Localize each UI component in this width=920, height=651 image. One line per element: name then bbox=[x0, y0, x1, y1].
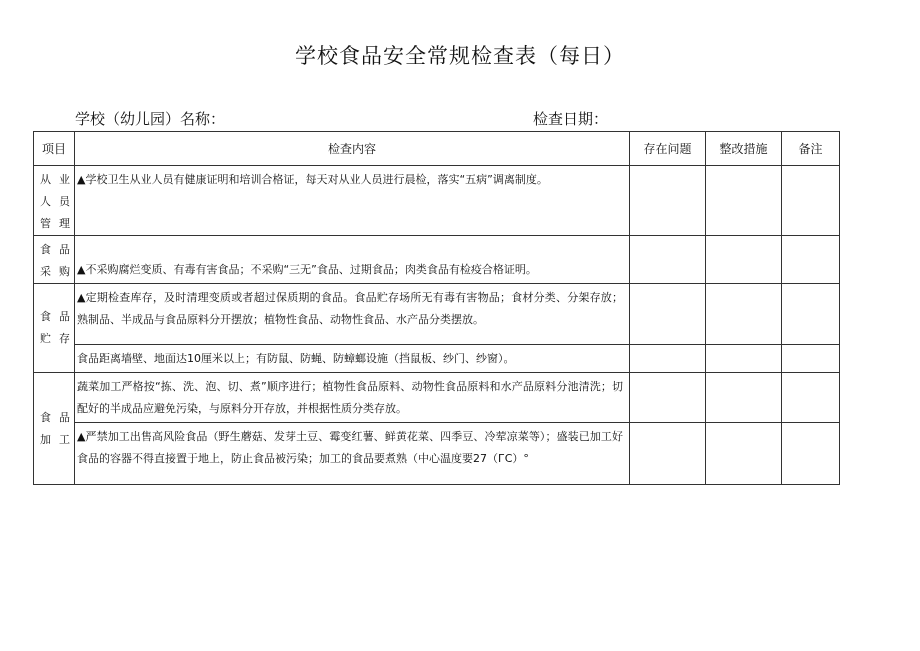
measures-cell[interactable] bbox=[706, 345, 782, 373]
school-name-label: 学校（幼儿园）名称： bbox=[75, 110, 226, 128]
content-cell: ▲定期检查库存，及时清理变质或者超过保质期的食品。食品贮存场所无有毒有害物品；食材分类、分架存放；熟制品、半成品与食品原料分开摆放；植物性食品、动物性食品、水产品分类摆放。 bbox=[75, 284, 630, 345]
content-cell: 食品距离墙壁、地面达10厘米以上；有防鼠、防蝇、防蟑螂设施（挡鼠板、纱门、纱窗）。 bbox=[75, 345, 630, 373]
table-row bbox=[34, 423, 840, 485]
table-row bbox=[34, 284, 840, 345]
item-cell-purchase: 食品采购 bbox=[34, 236, 75, 284]
remarks-cell[interactable] bbox=[782, 373, 840, 423]
issues-cell[interactable] bbox=[630, 236, 706, 284]
remarks-cell[interactable] bbox=[782, 284, 840, 345]
content-cell: ▲不采购腐烂变质、有毒有害食品；不采购“三无”食品、过期食品；肉类食品有检疫合格证明。 bbox=[75, 236, 630, 284]
table-row bbox=[34, 236, 840, 284]
measures-cell[interactable] bbox=[706, 236, 782, 284]
remarks-cell[interactable] bbox=[782, 345, 840, 373]
content-cell: ▲严禁加工出售高风险食品（野生蘑菇、发芽土豆、霉变红薯、鲜黄花菜、四季豆、冷荤凉菜等）；盛装已加工好食品的容器不得直接置于地上，防止食品被污染；加工的食品要煮熟（中心温度要27（ГС）° bbox=[75, 423, 630, 485]
header-measures: 整改措施 bbox=[706, 132, 782, 166]
content-cell: ▲学校卫生从业人员有健康证明和培训合格证，每天对从业人员进行晨检，落实“五病”调离制度。 bbox=[75, 166, 630, 236]
table-row bbox=[34, 345, 840, 373]
table-row bbox=[34, 166, 840, 236]
item-cell-processing: 食品加工 bbox=[34, 373, 75, 485]
issues-cell[interactable] bbox=[630, 166, 706, 236]
issues-cell[interactable] bbox=[630, 373, 706, 423]
inspection-date-label: 检查日期： bbox=[533, 110, 609, 128]
issues-cell[interactable] bbox=[630, 423, 706, 485]
measures-cell[interactable] bbox=[706, 166, 782, 236]
issues-cell[interactable] bbox=[630, 284, 706, 345]
measures-cell[interactable] bbox=[706, 284, 782, 345]
header-item: 项目 bbox=[34, 132, 75, 166]
header-issues: 存在问题 bbox=[630, 132, 706, 166]
inspection-table bbox=[33, 131, 840, 485]
remarks-cell[interactable] bbox=[782, 423, 840, 485]
measures-cell[interactable] bbox=[706, 373, 782, 423]
remarks-cell[interactable] bbox=[782, 166, 840, 236]
item-cell-staff: 从业人员管理 bbox=[34, 166, 75, 236]
page-title: 学校食品安全常规检查表（每日） bbox=[295, 44, 625, 68]
issues-cell[interactable] bbox=[630, 345, 706, 373]
measures-cell[interactable] bbox=[706, 423, 782, 485]
item-cell-storage: 食品贮存 bbox=[34, 284, 75, 373]
table-header-row bbox=[34, 132, 840, 166]
remarks-cell[interactable] bbox=[782, 236, 840, 284]
header-content: 检查内容 bbox=[75, 132, 630, 166]
content-cell: 蔬菜加工严格按“拣、洗、泡、切、煮”顺序进行；植物性食品原料、动物性食品原料和水产品原料分池清洗；切配好的半成品应避免污染，与原料分开存放，并根据性质分类存放。 bbox=[75, 373, 630, 423]
table-row bbox=[34, 373, 840, 423]
header-remarks: 备注 bbox=[782, 132, 840, 166]
